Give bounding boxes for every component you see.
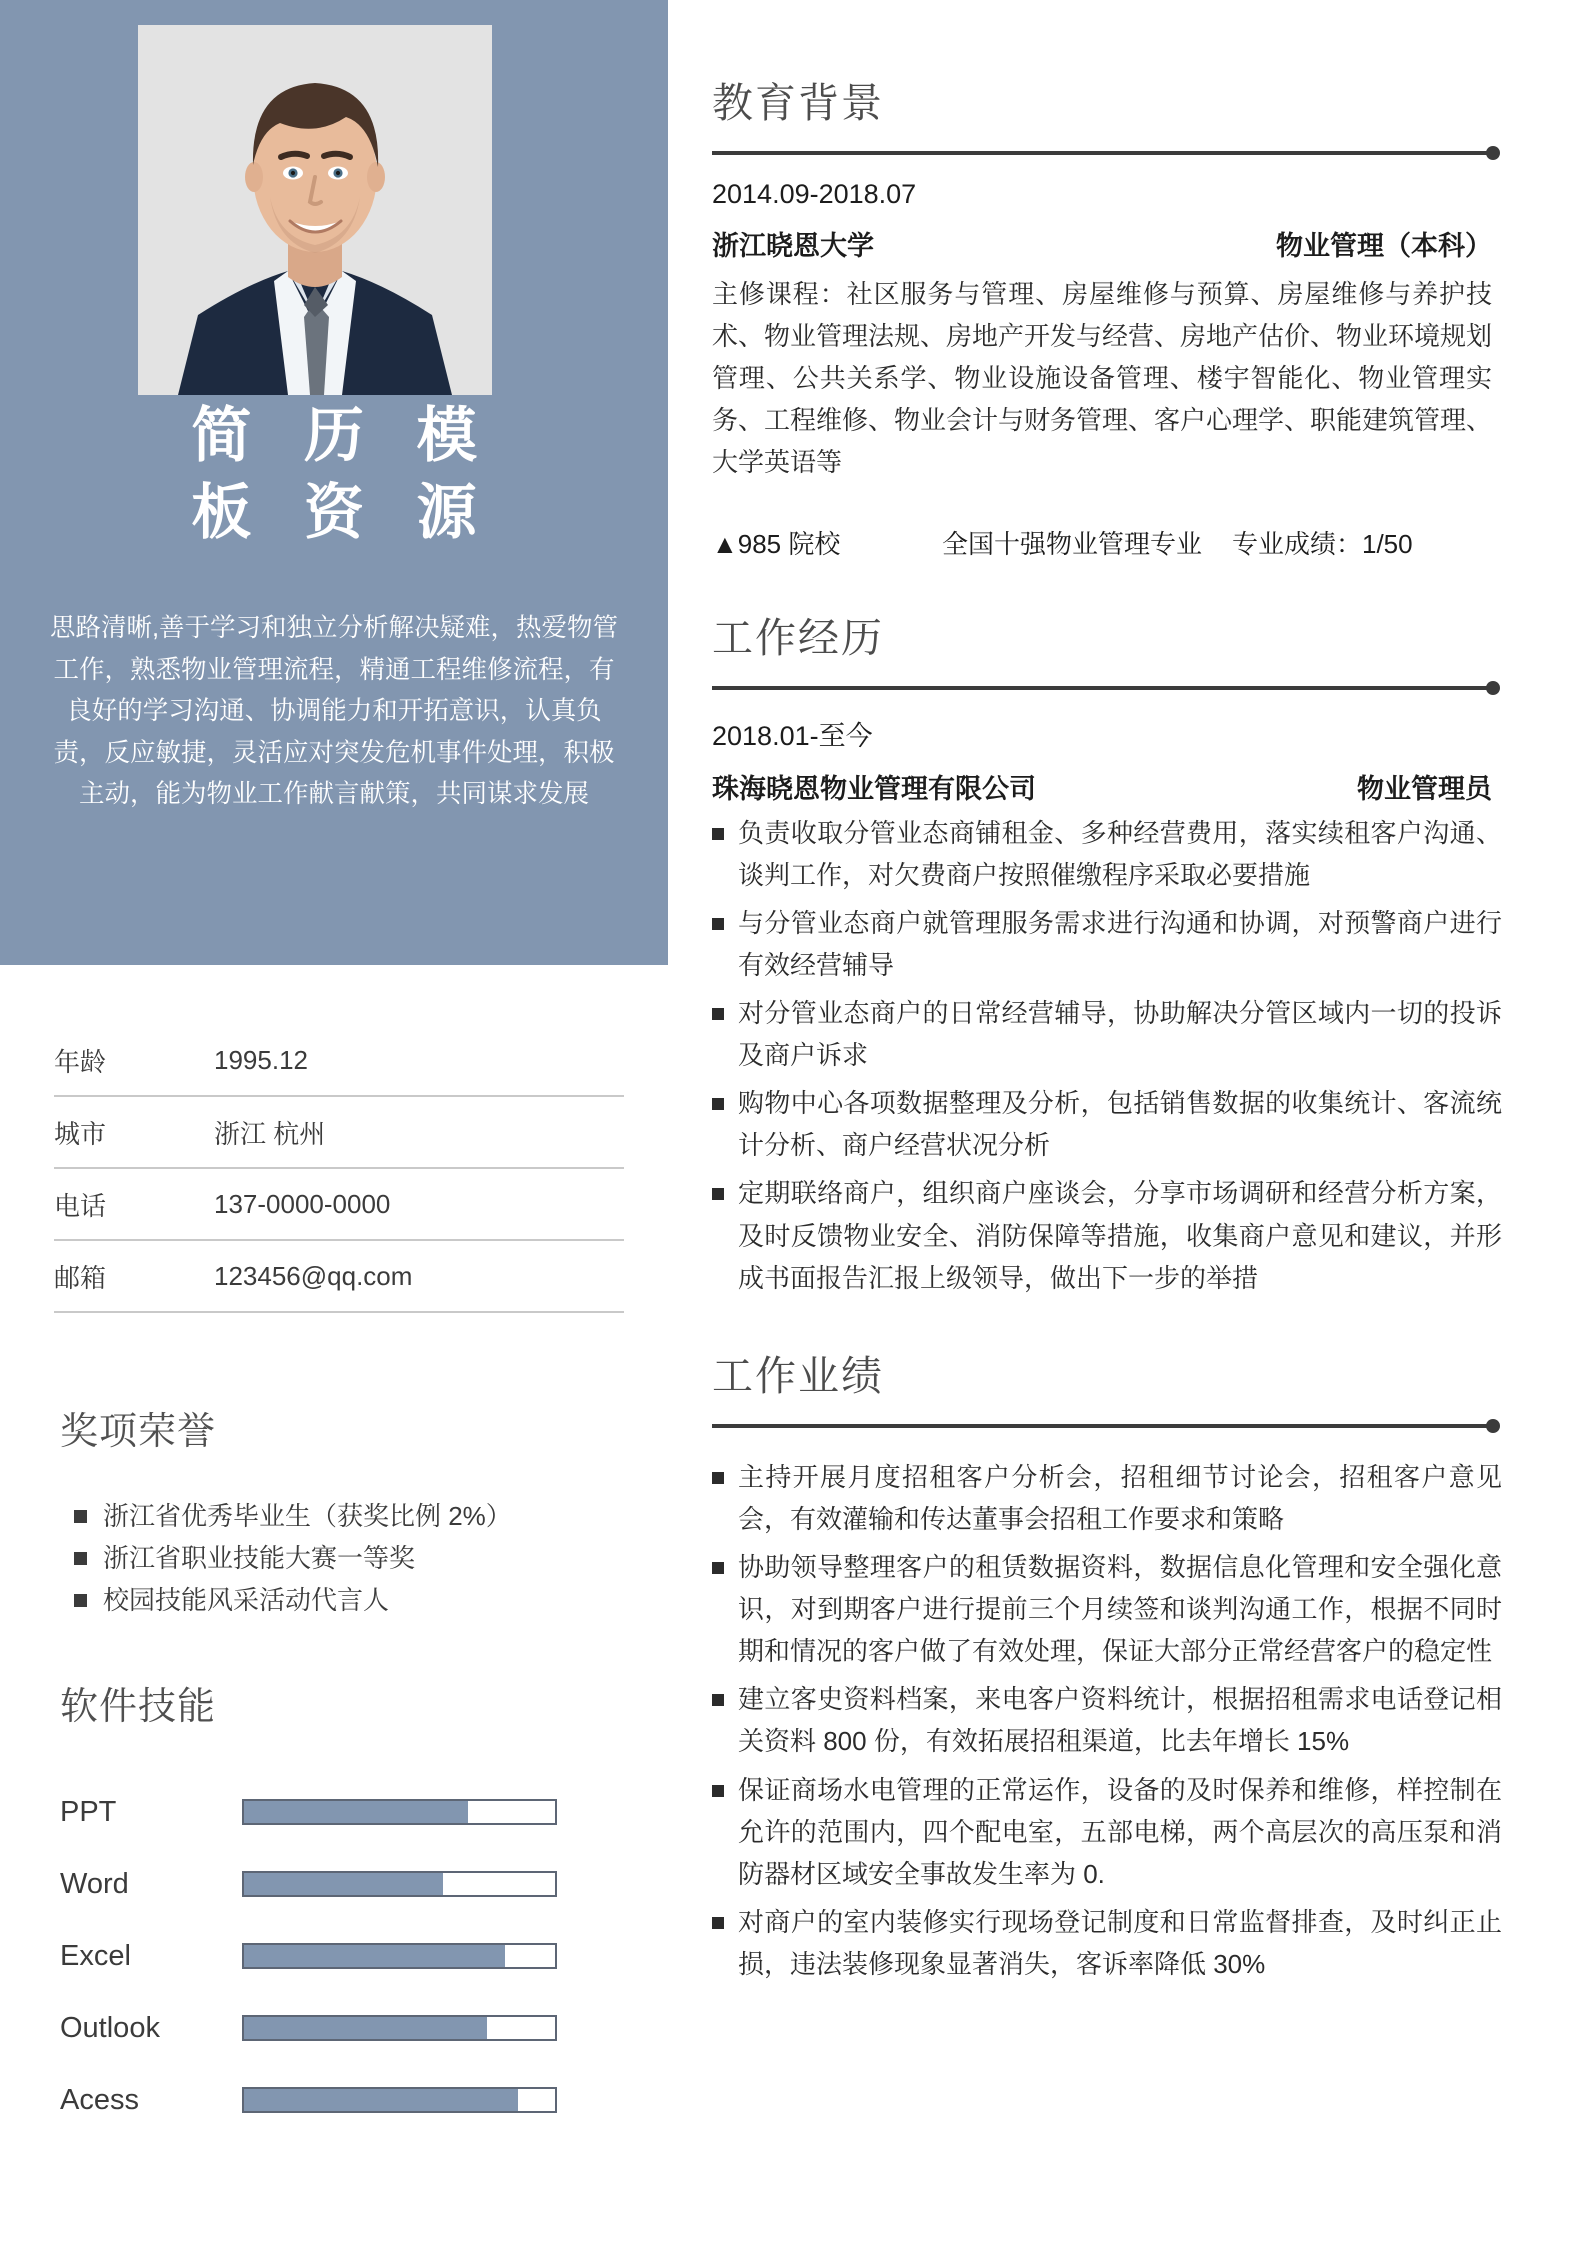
bullet-text: 购物中心各项数据整理及分析，包括销售数据的收集统计、客流统计分析、商户经营状况分析 — [738, 1088, 1502, 1161]
square-bullet-icon — [712, 1562, 724, 1574]
skill-progress-fill — [244, 2089, 518, 2111]
skill-label: Outlook — [60, 2011, 160, 2044]
list-item — [74, 1495, 640, 1537]
bullet-text: 对分管业态商户的日常经营辅导，协助解决分管区域内一切的投诉及商户诉求 — [738, 997, 1502, 1071]
contact-table — [54, 1025, 624, 1313]
contact-row — [54, 1241, 624, 1313]
contact-label-phone: 电话 — [54, 1190, 107, 1221]
skill-progress-track — [242, 1799, 557, 1825]
bullet-text: 对商户的室内装修实行现场登记制度和日常监督排查，及时纠正止损，违法装修现象显著消失，客诉率降低 30% — [738, 1906, 1502, 1979]
contact-label-city: 城市 — [54, 1118, 107, 1149]
portrait-illustration — [138, 25, 492, 395]
contact-row — [54, 1097, 624, 1169]
skill-label: Word — [60, 1867, 129, 1900]
work-company: 珠海晓恩物业管理有限公司 — [712, 773, 1036, 804]
awards-list — [60, 1495, 640, 1621]
list-item — [712, 1546, 1502, 1672]
award-text: 校园技能风采活动代言人 — [103, 1585, 390, 1616]
contact-label-email: 邮箱 — [54, 1262, 107, 1293]
awards-section — [60, 1400, 640, 1621]
square-bullet-icon — [712, 1188, 724, 1200]
square-bullet-icon — [712, 1472, 724, 1484]
education-major: 物业管理（本科） — [1276, 231, 1492, 261]
bullet-text: 主持开展月度招租客户分析会，招租细节讨论会，招租客户意见会，有效灌输和传达董事会招租工作要求和策略 — [738, 1461, 1502, 1534]
award-text: 浙江省优秀毕业生（获奖比例 2%） — [103, 1501, 512, 1531]
square-bullet-icon — [712, 1694, 724, 1706]
section-divider — [712, 686, 1492, 690]
contact-value-email: 123456@qq.com — [214, 1260, 413, 1291]
skill-label: Acess — [60, 2083, 139, 2116]
award-text: 浙江省职业技能大赛一等奖 — [103, 1543, 416, 1574]
performance-bullets — [712, 1456, 1502, 1985]
skill-progress-track — [242, 1871, 557, 1897]
name-line-1: 简 历 模 — [191, 402, 495, 469]
main-content — [712, 0, 1587, 2245]
skills-title: 软件技能 — [60, 1686, 217, 1728]
skill-progress-track — [242, 2015, 557, 2041]
square-bullet-icon — [712, 1917, 724, 1929]
list-item — [74, 1579, 640, 1621]
education-school: 浙江晓恩大学 — [712, 231, 874, 261]
sidebar — [0, 0, 668, 965]
skills-section — [60, 1675, 640, 2136]
list-item — [712, 1678, 1502, 1762]
work-org-line — [712, 767, 1492, 806]
education-date: 2014.09-2018.07 — [712, 179, 917, 209]
section-title-education: 教育背景 — [712, 80, 884, 126]
badge-score: 专业成绩：1/50 — [1232, 528, 1413, 559]
skill-row-outlook — [60, 1992, 640, 2064]
education-org-line — [712, 224, 1492, 263]
skill-label: Excel — [60, 1939, 131, 1972]
candidate-name — [0, 398, 668, 552]
awards-title: 奖项荣誉 — [60, 1411, 217, 1453]
list-item — [712, 1769, 1502, 1895]
section-divider — [712, 1424, 1492, 1428]
skill-row-excel — [60, 1920, 640, 1992]
contact-row — [54, 1025, 624, 1097]
badge-985: ▲985 院校 — [712, 528, 841, 559]
list-item — [712, 1082, 1502, 1166]
list-item — [712, 902, 1502, 986]
work-experience-section — [712, 605, 1587, 1299]
bullet-text: 保证商场水电管理的正常运作，设备的及时保养和维修，样控制在允许的范围内，四个配电室，五部电梯，两个高层次的高压泵和消防器材区域安全事故发生率为 0. — [738, 1774, 1502, 1889]
bullet-text: 建立客史资料档案，来电客户资料统计，根据招租需求电话登记相关资料 800 份，有效拓展招租渠道，比去年增长 15% — [738, 1684, 1502, 1757]
square-bullet-icon — [712, 1098, 724, 1110]
square-bullet-icon — [74, 1594, 87, 1607]
profile-photo — [138, 25, 492, 395]
skill-row-ppt — [60, 1776, 640, 1848]
skill-progress-fill — [244, 1873, 443, 1895]
list-item — [712, 1456, 1502, 1540]
contact-label-age: 年龄 — [54, 1046, 107, 1077]
skills-list — [60, 1776, 640, 2136]
skill-progress-track — [242, 2087, 557, 2113]
section-divider — [712, 151, 1492, 155]
contact-row — [54, 1169, 624, 1241]
square-bullet-icon — [712, 1785, 724, 1797]
skill-progress-fill — [244, 1945, 505, 1967]
bullet-text: 与分管业态商户就管理服务需求进行沟通和协调，对预警商户进行有效经营辅导 — [738, 907, 1502, 980]
work-date: 2018.01-至今 — [712, 720, 873, 751]
contact-value-age: 1995.12 — [214, 1044, 308, 1075]
section-title-performance: 工作业绩 — [712, 1352, 884, 1399]
skill-row-word — [60, 1848, 640, 1920]
name-line-2: 板 资 源 — [191, 478, 495, 546]
bullet-text: 负责收取分管业态商铺租金、多种经营费用，落实续租客户沟通、谈判工作，对欠费商户按照催缴程序采取必要措施 — [738, 817, 1502, 890]
list-item — [712, 1172, 1502, 1298]
badge-rank: 全国十强物业管理专业 — [942, 528, 1203, 559]
list-item — [74, 1537, 640, 1579]
education-badges — [712, 524, 1492, 561]
skill-row-acess — [60, 2064, 640, 2136]
square-bullet-icon — [712, 918, 724, 930]
profile-summary: 思路清晰,善于学习和独立分析解决疑难，热爱物管工作，熟悉物业管理流程，精通工程维修流程，有良好的学习沟通、协调能力和开拓意识，认真负责，反应敏捷，灵活应对突发危机事件处理，积极主动，能为物业工作献言献策，共同谋求发展 — [49, 614, 619, 809]
contact-value-phone: 137-0000-0000 — [214, 1188, 391, 1219]
skill-label: PPT — [60, 1795, 117, 1828]
performance-section — [712, 1343, 1587, 1985]
list-item — [712, 812, 1502, 896]
work-bullets — [712, 812, 1502, 1299]
square-bullet-icon — [74, 1510, 87, 1523]
bullet-text: 协助领导整理客户的租赁数据资料，数据信息化管理和安全强化意识，对到期客户进行提前三个月续签和谈判沟通工作，根据不同时期和情况的客户做了有效处理，保证大部分正常经营客户的稳定性 — [738, 1551, 1502, 1667]
work-role: 物业管理员 — [1357, 773, 1492, 804]
square-bullet-icon — [712, 1008, 724, 1020]
contact-value-city: 浙江 杭州 — [214, 1118, 326, 1149]
skill-progress-fill — [244, 1801, 468, 1823]
square-bullet-icon — [712, 828, 724, 840]
bullet-text: 定期联络商户，组织商户座谈会，分享市场调研和经营分析方案，及时反馈物业安全、消防保障等措施，收集商户意见和建议，并形成书面报告汇报上级领导，做出下一步的举措 — [738, 1178, 1502, 1293]
section-title-work: 工作经历 — [712, 614, 884, 661]
skill-progress-fill — [244, 2017, 487, 2039]
square-bullet-icon — [74, 1552, 87, 1565]
education-section — [712, 70, 1587, 561]
list-item — [712, 992, 1502, 1076]
skill-progress-track — [242, 1943, 557, 1969]
list-item — [712, 1901, 1502, 1985]
education-courses: 主修课程：社区服务与管理、房屋维修与预算、房屋维修与养护技术、物业管理法规、房地产开发与经营、房地产估价、物业环境规划管理、公共关系学、物业设施设备管理、楼宇智能化、物业管理实务、工程维修、物业会计与财务管理、客户心理学、职能建筑管理、大学英语等 — [712, 279, 1493, 478]
